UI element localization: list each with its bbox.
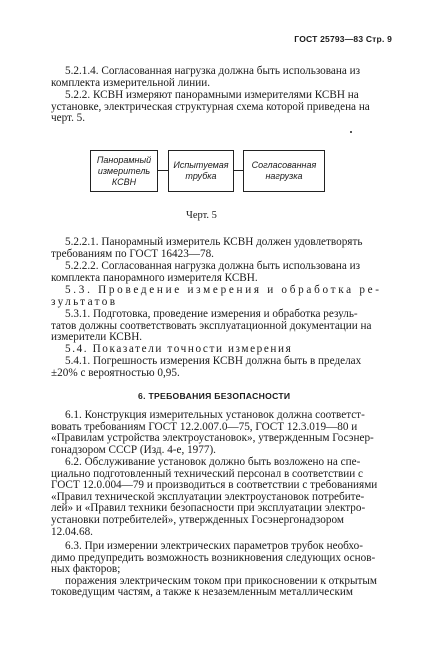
line: комплекта панорамного измерителя КСВН. (51, 271, 258, 284)
paragraph-5-3-1 (51, 309, 372, 344)
paragraph-5-2-1-4 (51, 66, 360, 89)
paragraph-6-3 (51, 541, 377, 599)
paragraph-6-2 (51, 457, 377, 538)
paragraph-5-2-2-1 (51, 237, 362, 260)
line: измерители КСВН. (51, 331, 143, 344)
figure-caption: Черт. 5 (186, 210, 217, 221)
line: 5.2.2.2. Согласованная нагрузка должна быть использована из (65, 260, 361, 272)
paragraph-6-1 (51, 410, 374, 456)
line: ных факторов; (51, 563, 121, 576)
line: циально подготовленный технический персонал в соответствии с (51, 467, 364, 480)
line: «Правилам устройства электроустановок», утвержденным Госэнер- (51, 432, 374, 445)
line: 5.2.2. КСВН измеряют панорамными измерителями КСВН на (65, 89, 359, 101)
paragraph-5-2-2-2 (51, 261, 360, 284)
line: установке, электрическая структурная схема которой приведена на (51, 100, 370, 113)
line: ±20% с вероятностью 0,95. (51, 366, 180, 379)
line: 12.04.68. (51, 525, 93, 538)
line: комплекта измерительной линии. (51, 76, 211, 89)
line: 5.3.1. Подготовка, проведение измерения и обработка резуль- (65, 308, 358, 320)
diagram-box-panoramic-meter: Панорамный измеритель КСВН (90, 150, 158, 192)
line: 6.1. Конструкция измерительных установок должна соответст- (65, 409, 365, 421)
section-6-title: 6. ТРЕБОВАНИЯ БЕЗОПАСНОСТИ (138, 391, 291, 401)
paragraph-5-4-heading (51, 344, 292, 356)
line: гонадзором СССР (Изд. 4-е, 1977). (51, 443, 216, 456)
diagram-connector (233, 170, 243, 171)
line: 6.3. При измерении электрических параметров трубок необхо- (65, 540, 363, 552)
line: поражения электрическим током при прикосновении к открытым (65, 574, 377, 587)
page-header: ГОСТ 25793—83 Стр. 9 (294, 34, 392, 44)
line: 5.3. Проведение измерения и обработка ре- (65, 284, 382, 296)
paragraph-5-2-2 (51, 90, 370, 125)
diagram-connector (157, 170, 168, 171)
line: вовать требованиям ГОСТ 12.2.007.0—75, ГОСТ 12.3.019—80 и (51, 420, 358, 433)
line: черт. 5. (51, 112, 86, 125)
stray-dot (350, 131, 352, 133)
diagram-box-test-tube: Испытуемая трубка (168, 150, 234, 192)
line: зультатов (51, 295, 118, 308)
line: 5.4. Показатели точности измерения (65, 343, 293, 355)
line: татов должны соответствовать эксплуатационной документации на (51, 319, 372, 332)
line: 5.2.2.1. Панорамный измеритель КСВН должен удовлетворять (65, 236, 363, 248)
line: установки потребителей», утвержденных Госэнергонадзором (51, 513, 344, 526)
line: ГОСТ 12.0.004—79 и производиться в соответствии с требованиями (51, 479, 378, 492)
line: 5.2.1.4. Согласованная нагрузка должна быть использована из (65, 65, 361, 77)
line: «Правил технической эксплуатации электроустановок потребите- (51, 490, 365, 503)
line: димо предупредить возможность возникновения следующих основ- (51, 551, 376, 564)
line: лей» и «Правил техники безопасности при эксплуатации электро- (51, 502, 366, 515)
paragraph-5-4-1 (51, 356, 361, 379)
line: требованиям по ГОСТ 16423—78. (51, 247, 214, 260)
diagram-box-matched-load: Согласованная нагрузка (243, 150, 325, 192)
paragraph-5-3-heading (51, 285, 382, 308)
block-diagram (90, 150, 330, 198)
line: 5.4.1. Погрешность измерения КСВН должна быть в пределах (65, 355, 362, 367)
line: токоведущим частям, а также к незаземленным металлическим (51, 586, 353, 599)
line: 6.2. Обслуживание установок должно быть возложено на спе- (65, 456, 361, 468)
